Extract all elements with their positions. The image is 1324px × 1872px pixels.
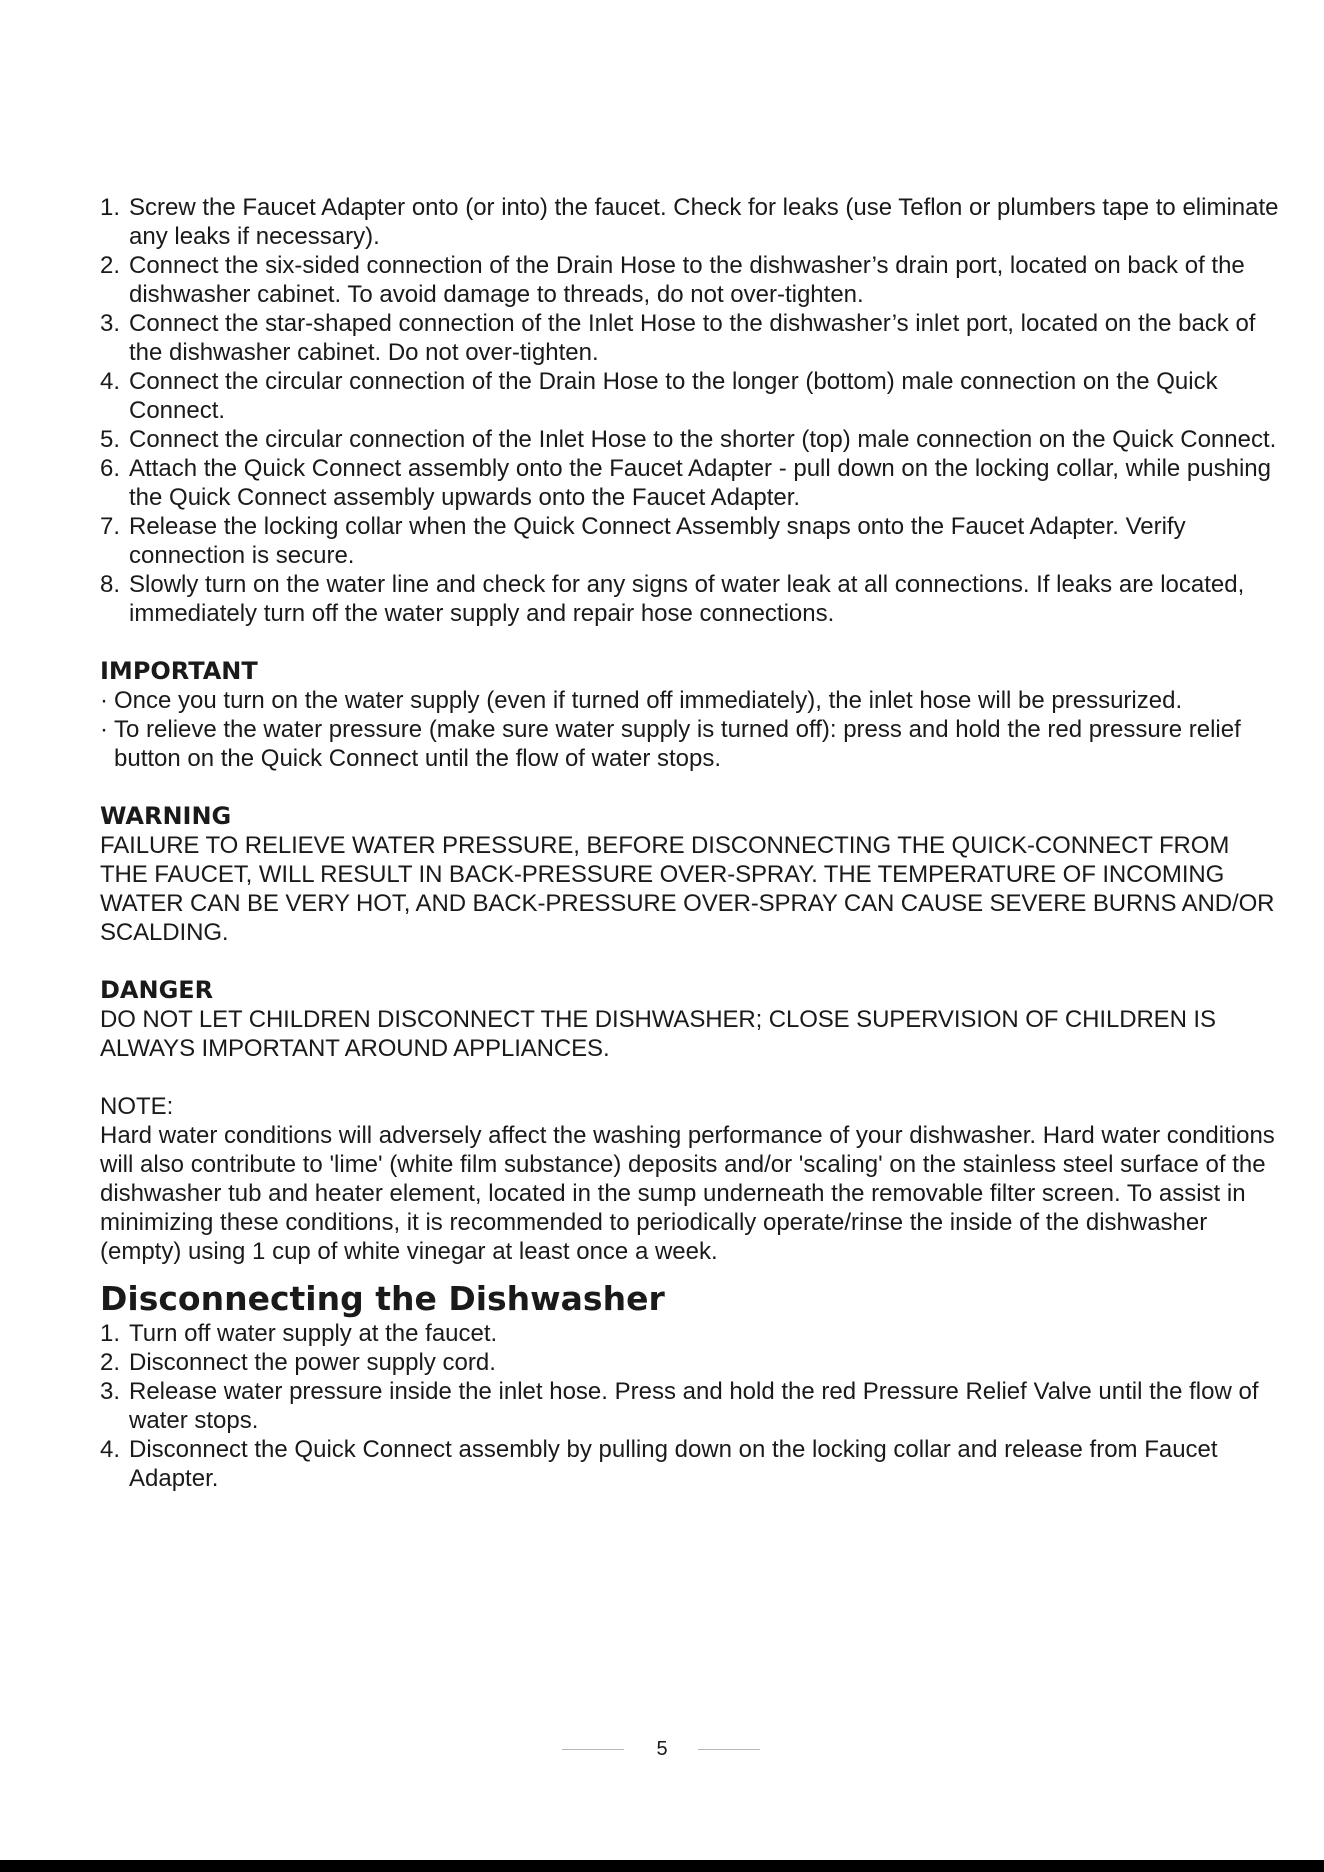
install-step [100, 454, 1280, 512]
step-number: 1. [100, 1320, 121, 1347]
important-item-text: To relieve the water pressure (make sure water supply is turned off): press and hold the red pressure relief button on the Quick Connect until the flow of water stops. [114, 716, 1241, 772]
disconnect-step [100, 1319, 1280, 1348]
bullet-dot: · [100, 716, 108, 743]
warning-section [100, 802, 1280, 947]
step-number: 2. [100, 252, 121, 279]
page-number: 5 [656, 1738, 668, 1760]
step-text: Connect the circular connection of the Drain Hose to the longer (bottom) male connection on the Quick Connect. [129, 368, 1218, 424]
step-number: 4. [100, 368, 121, 395]
important-bullets [100, 686, 1280, 773]
step-text: Release water pressure inside the inlet hose. Press and hold the red Pressure Relief Valve until the flow of water stops. [129, 1378, 1259, 1434]
danger-text: DO NOT LET CHILDREN DISCONNECT THE DISHWASHER; CLOSE SUPERVISION OF CHILDREN IS ALWAYS IMPORTANT AROUND APPLIANCES. [100, 1006, 1216, 1062]
install-step [100, 251, 1280, 309]
step-text: Connect the six-sided connection of the Drain Hose to the dishwasher’s drain port, located on back of the dishwasher cabinet. To avoid damage to threads, do not over-tighten. [129, 252, 1245, 308]
disconnect-step [100, 1377, 1280, 1435]
step-number: 1. [100, 194, 121, 221]
bottom-border-bar [0, 1860, 1324, 1872]
important-item-text: Once you turn on the water supply (even if turned off immediately), the inlet hose will be pressurized. [114, 687, 1183, 714]
install-step [100, 512, 1280, 570]
step-number: 3. [100, 1378, 121, 1405]
footer-rule-left [562, 1749, 624, 1750]
install-step [100, 309, 1280, 367]
warning-label: WARNING [100, 802, 232, 830]
important-item [100, 715, 1280, 773]
install-step [100, 570, 1280, 628]
note-text: Hard water conditions will adversely affect the washing performance of your dishwasher. Hard water conditions will also contribute to 'lime' (white film substance) deposits and/or 'scaling' on the stainless steel surface of the dishwasher tub and heater element, located in the sump underneath the removable filter screen. To assist in minimizing these conditions, it is recommended to periodically operate/rinse the inside of the dishwasher (empty) using 1 cup of white vinegar at least once a week. [100, 1122, 1275, 1265]
disconnect-step [100, 1348, 1280, 1377]
page-footer [0, 1737, 1324, 1767]
step-number: 8. [100, 571, 121, 598]
step-number: 5. [100, 426, 121, 453]
step-text: Disconnect the Quick Connect assembly by pulling down on the locking collar and release from Faucet Adapter. [129, 1436, 1218, 1492]
important-section [100, 657, 1280, 773]
important-label: IMPORTANT [100, 657, 258, 685]
install-step [100, 367, 1280, 425]
step-text: Release the locking collar when the Quick Connect Assembly snaps onto the Faucet Adapter. Verify connection is secure. [129, 513, 1186, 569]
step-text: Connect the star-shaped connection of the Inlet Hose to the dishwasher’s inlet port, located on the back of the dishwasher cabinet. Do not over-tighten. [129, 310, 1256, 366]
step-number: 6. [100, 455, 121, 482]
important-item [100, 686, 1280, 715]
spacer [100, 628, 1280, 657]
disconnect-steps-list [100, 1319, 1280, 1493]
footer-rule-right [698, 1749, 760, 1750]
spacer [100, 947, 1280, 976]
note-label: NOTE: [100, 1093, 174, 1120]
note-section [100, 1092, 1280, 1266]
step-number: 2. [100, 1349, 121, 1376]
spacer [100, 1063, 1280, 1092]
install-steps-list [100, 193, 1280, 628]
step-text: Disconnect the power supply cord. [129, 1349, 496, 1376]
disconnect-heading: Disconnecting the Dishwasher [100, 1279, 665, 1318]
disconnect-step [100, 1435, 1280, 1493]
bullet-dot: · [100, 687, 108, 714]
danger-label: DANGER [100, 976, 214, 1004]
install-step [100, 425, 1280, 454]
disconnect-section [100, 1266, 1280, 1493]
step-text: Slowly turn on the water line and check for any signs of water leak at all connections. If leaks are located, immediately turn off the water supply and repair hose connections. [129, 571, 1245, 627]
warning-text: FAILURE TO RELIEVE WATER PRESSURE, BEFORE DISCONNECTING THE QUICK-CONNECT FROM THE FAUCET, WILL RESULT IN BACK-PRESSURE OVER-SPRAY. THE TEMPERATURE OF INCOMING WATER CAN BE VERY HOT, AND BACK-PRESSURE OVER-SPRAY CAN CAUSE SEVERE BURNS AND/OR SCALDING. [100, 832, 1275, 946]
install-step [100, 193, 1280, 251]
danger-section [100, 976, 1280, 1063]
step-text: Connect the circular connection of the Inlet Hose to the shorter (top) male connection on the Quick Connect. [129, 426, 1277, 453]
spacer [100, 773, 1280, 802]
step-text: Attach the Quick Connect assembly onto the Faucet Adapter - pull down on the locking collar, while pushing the Quick Connect assembly upwards onto the Faucet Adapter. [129, 455, 1271, 511]
step-text: Turn off water supply at the faucet. [129, 1320, 498, 1347]
page-content [100, 193, 1280, 1493]
step-text: Screw the Faucet Adapter onto (or into) the faucet. Check for leaks (use Teflon or plumbers tape to eliminate any leaks if necessary). [129, 194, 1279, 250]
step-number: 3. [100, 310, 121, 337]
step-number: 7. [100, 513, 121, 540]
step-number: 4. [100, 1436, 121, 1463]
